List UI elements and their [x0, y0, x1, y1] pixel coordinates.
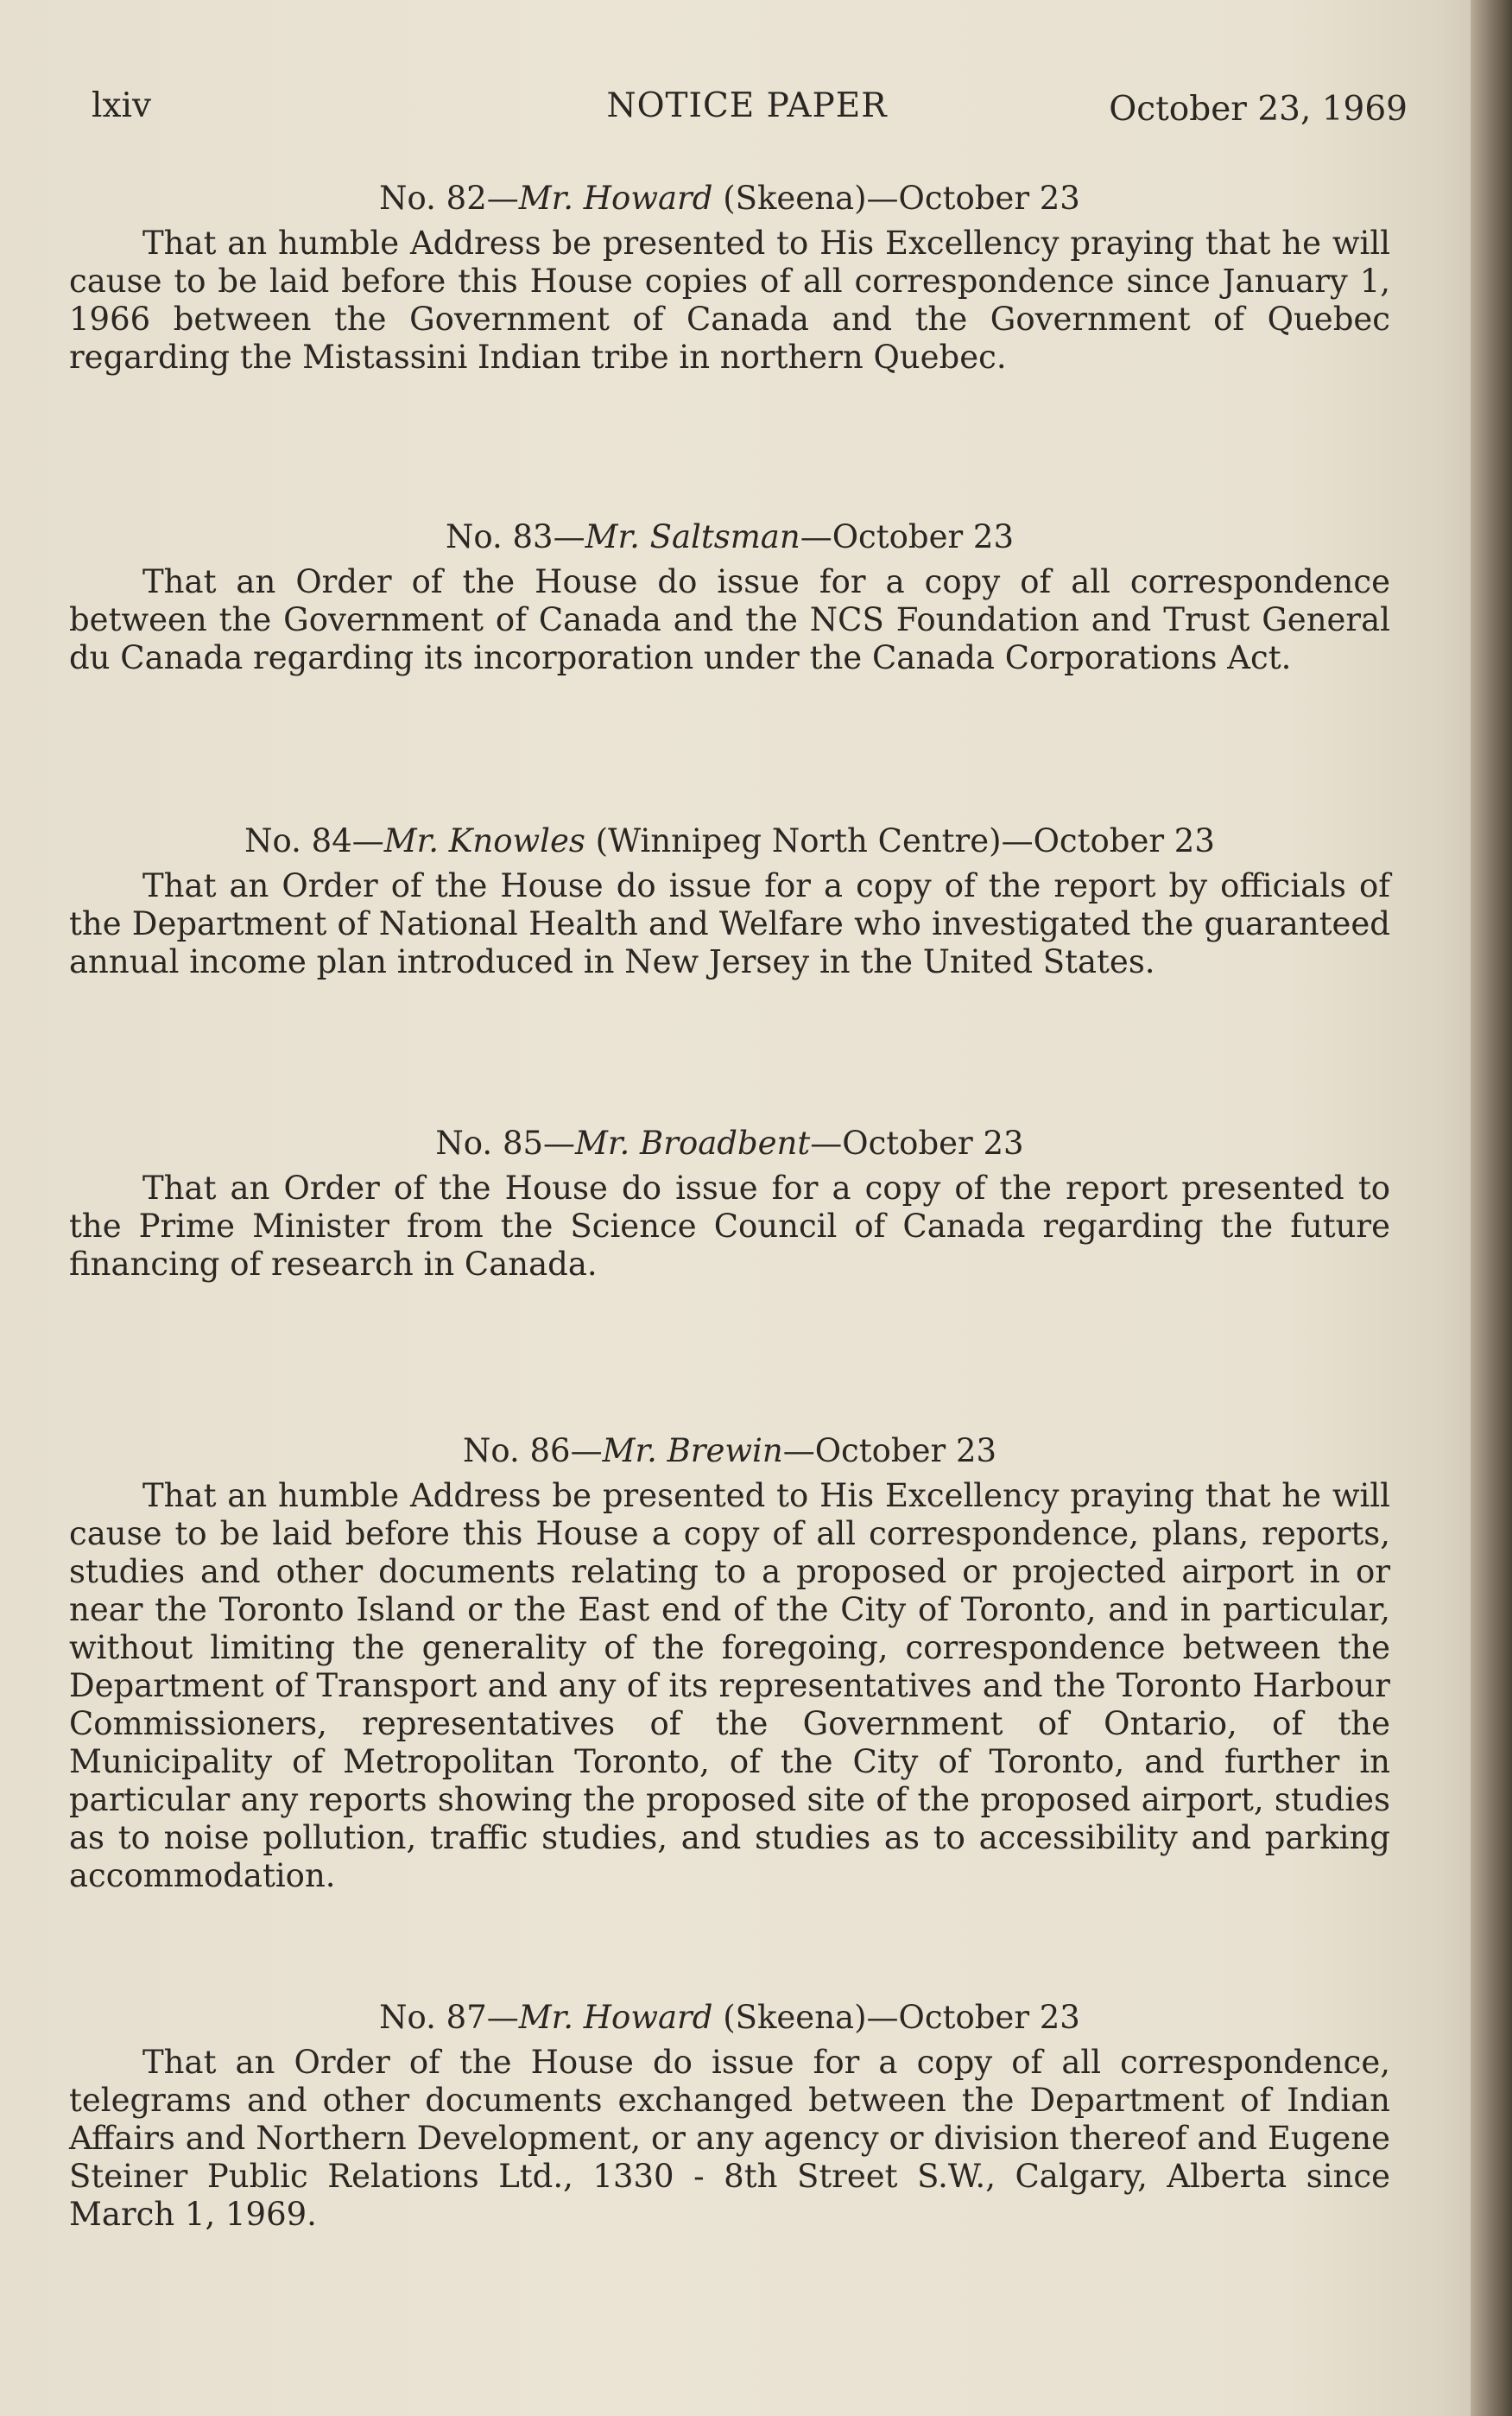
member-name: Mr. Saltsman	[585, 518, 800, 555]
notice-heading	[69, 1997, 1390, 2039]
notice-heading	[69, 1430, 1390, 1472]
notice-83	[69, 517, 1390, 677]
page-title: NOTICE PAPER	[606, 86, 888, 125]
notice-number: No. 86—	[462, 1432, 603, 1469]
member-name: Mr. Broadbent	[575, 1125, 811, 1162]
notice-body: That an Order of the House do issue for a copy of all correspondence, telegrams and other documents exchanged between the Department of Indian Affairs and Northern Development, or any agency or division thereof and Eugene Steiner Public Relations Ltd., 1330 - 8th Street S.W., Calgary, Alberta since March 1, 1969.	[69, 2044, 1390, 2233]
header-date: October 23, 1969	[1109, 90, 1408, 129]
member-riding: (Winnipeg North Centre)	[585, 822, 1002, 859]
notice-body: That an Order of the House do issue for a copy of the report presented to the Prime Minister from the Science Council of Canada regarding the future financing of research in Canada.	[69, 1170, 1390, 1283]
member-name: Mr. Howard	[518, 1999, 713, 2036]
member-name: Mr. Howard	[518, 180, 713, 217]
member-riding: (Skeena)	[712, 180, 867, 217]
notice-number: No. 84—	[244, 822, 384, 859]
notice-date: —October 23	[866, 180, 1080, 217]
notice-date: —October 23	[782, 1432, 997, 1469]
page-binding-edge	[1471, 0, 1512, 2416]
notice-body: That an Order of the House do issue for a copy of the report by officials of the Department of National Health and Welfare who investigated the guaranteed annual income plan introduced in New Jersey in the United States.	[69, 867, 1390, 980]
notice-86	[69, 1430, 1390, 1895]
notice-body: That an humble Address be presented to His Excellency praying that he will cause to be laid before this House copies of all correspondence since January 1, 1966 between the Government of Canada and the Government of Quebec regarding the Mistassini Indian tribe in northern Quebec.	[69, 225, 1390, 376]
notice-heading	[69, 517, 1390, 558]
notice-date: —October 23	[800, 518, 1015, 555]
notice-87	[69, 1997, 1390, 2234]
notice-number: No. 85—	[435, 1125, 576, 1162]
notice-date: —October 23	[1001, 822, 1215, 859]
notice-heading	[69, 1123, 1390, 1164]
notice-82	[69, 178, 1390, 377]
notice-date: —October 23	[866, 1999, 1080, 2036]
page-number: lxiv	[92, 86, 151, 125]
notice-heading	[69, 821, 1390, 862]
notice-84	[69, 821, 1390, 981]
notice-number: No. 82—	[379, 180, 519, 217]
page-header	[86, 86, 1408, 138]
notice-85	[69, 1123, 1390, 1284]
member-riding: (Skeena)	[712, 1999, 867, 2036]
notice-number: No. 87—	[379, 1999, 519, 2036]
notice-body: That an Order of the House do issue for a copy of all correspondence between the Government of Canada and the NCS Foundation and Trust General du Canada regarding its incorporation under the Canada Corporations Act.	[69, 563, 1390, 676]
member-name: Mr. Knowles	[383, 822, 585, 859]
notice-number: No. 83—	[445, 518, 585, 555]
member-name: Mr. Brewin	[602, 1432, 783, 1469]
notice-body: That an humble Address be presented to His Excellency praying that he will cause to be laid before this House a copy of all correspondence, plans, reports, studies and other documents relating to a proposed or projected airport in or near the Toronto Island or the East end of the City of Toronto, and in particular, without limiting the generality of the foregoing, correspondence between the Department of Transport and any of its representatives and the Toronto Harbour Commissioners, representatives of the Government of Ontario, of the Municipality of Metropolitan Toronto, of the City of Toronto, and further in particular any reports showing the proposed site of the proposed airport, studies as to noise pollution, traffic studies, and studies as to accessibility and parking accommodation.	[69, 1477, 1390, 1894]
notice-date: —October 23	[810, 1125, 1024, 1162]
notice-heading	[69, 178, 1390, 219]
